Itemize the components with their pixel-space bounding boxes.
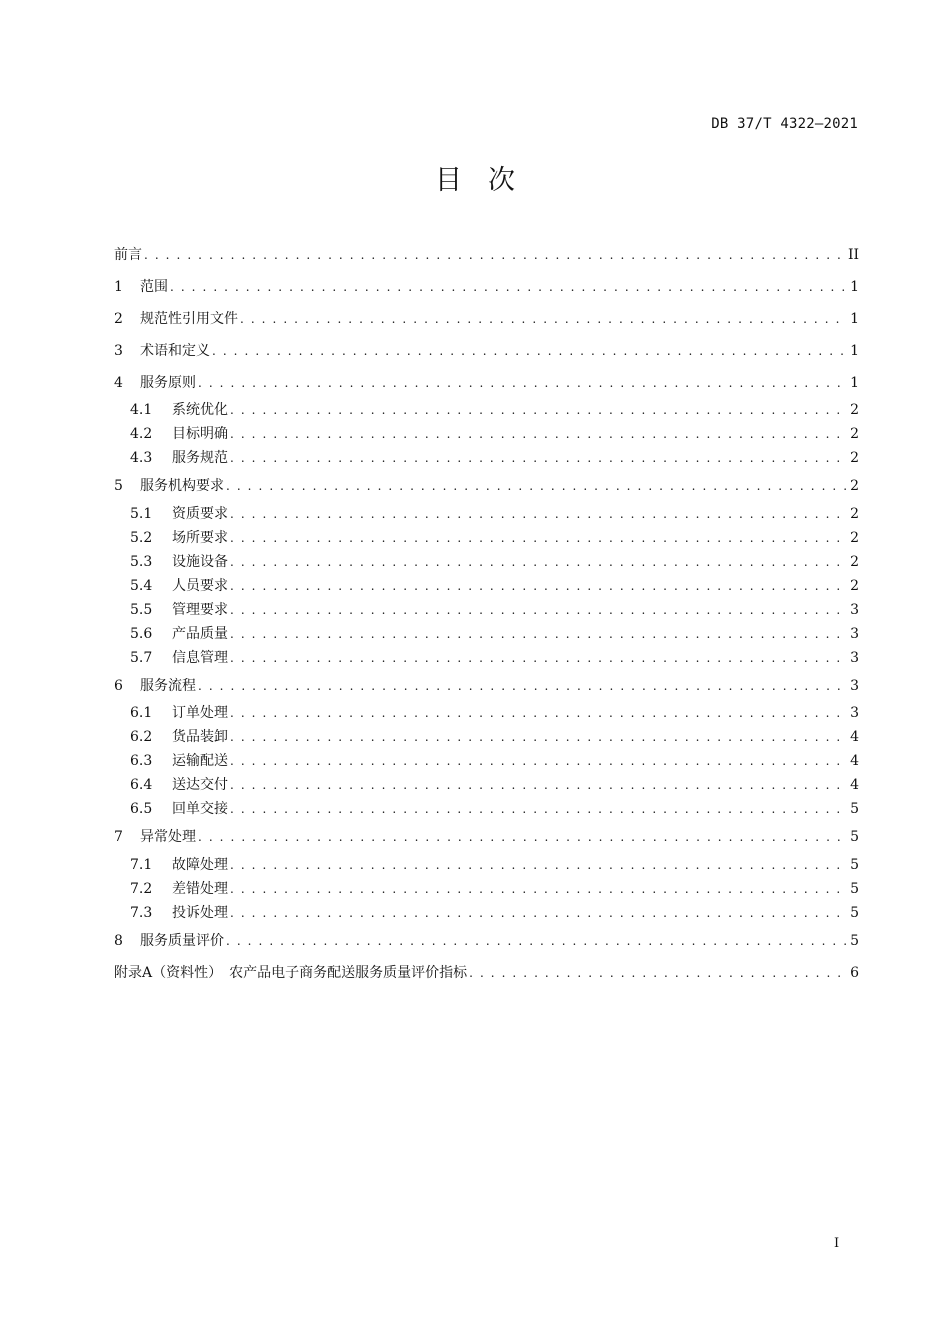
- toc-entry-page: 1: [850, 279, 859, 295]
- toc-entry-page: 1: [850, 343, 859, 359]
- toc-dot-leader: [230, 448, 847, 468]
- toc-entry-6[interactable]: [114, 676, 859, 696]
- toc-dot-leader: [230, 879, 847, 899]
- footer-page-number: I: [834, 1236, 840, 1251]
- toc-entry-foreword[interactable]: [114, 245, 859, 265]
- toc-entry-page: 3: [850, 678, 859, 694]
- toc-dot-leader: [230, 751, 847, 771]
- toc-entry-8[interactable]: [114, 931, 859, 951]
- toc-entry-number: 5.7: [130, 650, 153, 666]
- toc-entry-number: 7: [114, 829, 123, 845]
- toc-entry-page: 1: [850, 375, 859, 391]
- toc-entry-label: 服务质量评价: [140, 933, 224, 949]
- toc-entry-6-3[interactable]: [130, 751, 859, 771]
- toc-entry-number: 3: [114, 343, 123, 359]
- toc-entry-label: 场所要求: [172, 530, 228, 546]
- toc-entry-2[interactable]: [114, 309, 859, 329]
- toc-dot-leader: [198, 373, 847, 393]
- toc-entry-number: 4.1: [130, 402, 153, 418]
- toc-entry-page: 1: [850, 311, 859, 327]
- toc-entry-label: 服务规范: [172, 450, 228, 466]
- toc-entry-6-2[interactable]: [130, 727, 859, 747]
- toc-dot-leader: [230, 600, 847, 620]
- toc-entry-number: 4.2: [130, 426, 153, 442]
- toc-entry-page: 2: [850, 426, 859, 442]
- toc-entry-label: 管理要求: [172, 602, 228, 618]
- toc-entry-number: 5.2: [130, 530, 153, 546]
- toc-entry-6-4[interactable]: [130, 775, 859, 795]
- toc-entry-7[interactable]: [114, 827, 859, 847]
- toc-entry-page: 2: [850, 530, 859, 546]
- toc-dot-leader: [230, 799, 847, 819]
- toc-entry-page: 4: [850, 777, 859, 793]
- toc-entry-page: 5: [850, 905, 859, 921]
- toc-entry-label: 服务流程: [140, 678, 196, 694]
- toc-entry-page: 2: [850, 506, 859, 522]
- toc-entry-5-2[interactable]: [130, 528, 859, 548]
- toc-entry-5-1[interactable]: [130, 504, 859, 524]
- toc-dot-leader: [230, 703, 847, 723]
- toc-entry-1[interactable]: [114, 277, 859, 297]
- toc-entry-number: 7.2: [130, 881, 153, 897]
- toc-entry-label: 送达交付: [172, 777, 228, 793]
- toc-entry-label: 产品质量: [172, 626, 228, 642]
- title-char-1: 目: [435, 165, 462, 196]
- toc-entry-number: 1: [114, 279, 123, 295]
- toc-entry-4[interactable]: [114, 373, 859, 393]
- toc-dot-leader: [230, 424, 847, 444]
- toc-entry-5-3[interactable]: [130, 552, 859, 572]
- toc-dot-leader: [469, 963, 847, 983]
- toc-entry-number: 5.4: [130, 578, 153, 594]
- toc-entry-page: 5: [850, 881, 859, 897]
- toc-entry-page: 5: [850, 801, 859, 817]
- toc-entry-label: 差错处理: [172, 881, 228, 897]
- toc-dot-leader: [230, 855, 847, 875]
- toc-entry-number: 5.1: [130, 506, 153, 522]
- toc-entry-number: 6.2: [130, 729, 153, 745]
- toc-entry-page: 3: [850, 650, 859, 666]
- toc-dot-leader: [230, 624, 847, 644]
- toc-entry-label: 异常处理: [140, 829, 196, 845]
- toc-entry-page: 2: [850, 578, 859, 594]
- toc-entry-page: 4: [850, 729, 859, 745]
- toc-dot-leader: [198, 827, 847, 847]
- toc-entry-number: 5: [114, 478, 123, 494]
- toc-entry-label: 服务原则: [140, 375, 196, 391]
- toc-dot-leader: [230, 727, 847, 747]
- toc-entry-number: 7.1: [130, 857, 153, 873]
- toc-entry-page: 3: [850, 626, 859, 642]
- toc-entry-label: 范围: [140, 279, 168, 295]
- toc-dot-leader: [230, 903, 847, 923]
- toc-dot-leader: [198, 676, 847, 696]
- toc-entry-5-7[interactable]: [130, 648, 859, 668]
- toc-entry-label: 规范性引用文件: [140, 311, 238, 327]
- page-title: [0, 158, 950, 197]
- toc-entry-7-2[interactable]: [130, 879, 859, 899]
- toc-dot-leader: [230, 576, 847, 596]
- toc-entry-5-4[interactable]: [130, 576, 859, 596]
- toc-entry-5[interactable]: [114, 476, 859, 496]
- toc-entry-page: 5: [850, 933, 859, 949]
- toc-entry-annex-a[interactable]: [114, 963, 859, 983]
- toc-entry-number: 7.3: [130, 905, 153, 921]
- toc-dot-leader: [226, 931, 847, 951]
- toc-dot-leader: [170, 277, 847, 297]
- toc-entry-page: II: [847, 247, 859, 263]
- document-code: DB 37/T 4322—2021: [711, 116, 858, 132]
- toc-entry-label: 系统优化: [172, 402, 228, 418]
- toc-entry-number: 2: [114, 311, 123, 327]
- toc-entry-5-5[interactable]: [130, 600, 859, 620]
- toc-entry-page: 6: [850, 965, 859, 981]
- toc-entry-label: 术语和定义: [140, 343, 210, 359]
- toc-entry-label: 回单交接: [172, 801, 228, 817]
- toc-entry-label: 投诉处理: [172, 905, 228, 921]
- toc-dot-leader: [230, 648, 847, 668]
- toc-dot-leader: [226, 476, 847, 496]
- toc-dot-leader: [240, 309, 847, 329]
- toc-dot-leader: [230, 504, 847, 524]
- toc-entry-number: 5.5: [130, 602, 153, 618]
- toc-entry-label: 运输配送: [172, 753, 228, 769]
- toc-entry-3[interactable]: [114, 341, 859, 361]
- toc-entry-label: 前言: [114, 247, 142, 263]
- toc-entry-number: 5.6: [130, 626, 153, 642]
- toc-entry-page: 4: [850, 753, 859, 769]
- toc-entry-number: 6.5: [130, 801, 153, 817]
- toc-entry-page: 2: [850, 402, 859, 418]
- toc-entry-page: 5: [850, 829, 859, 845]
- toc-entry-page: 2: [850, 450, 859, 466]
- toc-entry-number: 6: [114, 678, 123, 694]
- toc-entry-label: 附录A（资料性） 农产品电子商务配送服务质量评价指标: [114, 965, 468, 981]
- toc-entry-label: 信息管理: [172, 650, 228, 666]
- toc-entry-page: 2: [850, 478, 859, 494]
- toc-entry-label: 故障处理: [172, 857, 228, 873]
- toc-entry-label: 订单处理: [172, 705, 228, 721]
- title-char-2: 次: [488, 165, 515, 196]
- toc-entry-label: 目标明确: [172, 426, 228, 442]
- toc-entry-page: 2: [850, 554, 859, 570]
- toc-entry-number: 6.3: [130, 753, 153, 769]
- toc-entry-label: 设施设备: [172, 554, 228, 570]
- toc-entry-page: 3: [850, 602, 859, 618]
- toc-dot-leader: [144, 245, 846, 265]
- toc-entry-4-2[interactable]: [130, 424, 859, 444]
- toc-entry-label: 资质要求: [172, 506, 228, 522]
- toc-entry-number: 6.1: [130, 705, 153, 721]
- toc-entry-page: 5: [850, 857, 859, 873]
- toc-dot-leader: [230, 552, 847, 572]
- toc-entry-page: 3: [850, 705, 859, 721]
- toc-entry-number: 6.4: [130, 777, 153, 793]
- toc-entry-label: 人员要求: [172, 578, 228, 594]
- toc-entry-7-3[interactable]: [130, 903, 859, 923]
- toc-entry-number: 5.3: [130, 554, 153, 570]
- toc-entry-number: 4.3: [130, 450, 153, 466]
- toc-entry-4-3[interactable]: [130, 448, 859, 468]
- toc-entry-4-1[interactable]: [130, 400, 859, 420]
- toc-entry-5-6[interactable]: [130, 624, 859, 644]
- toc-entry-label: 服务机构要求: [140, 478, 224, 494]
- toc-entry-label: 货品装卸: [172, 729, 228, 745]
- toc-dot-leader: [230, 775, 847, 795]
- toc-dot-leader: [230, 400, 847, 420]
- toc-entry-6-1[interactable]: [130, 703, 859, 723]
- toc-entry-7-1[interactable]: [130, 855, 859, 875]
- toc-dot-leader: [212, 341, 847, 361]
- toc-entry-6-5[interactable]: [130, 799, 859, 819]
- toc-dot-leader: [230, 528, 847, 548]
- toc-entry-number: 4: [114, 375, 123, 391]
- toc-entry-number: 8: [114, 933, 123, 949]
